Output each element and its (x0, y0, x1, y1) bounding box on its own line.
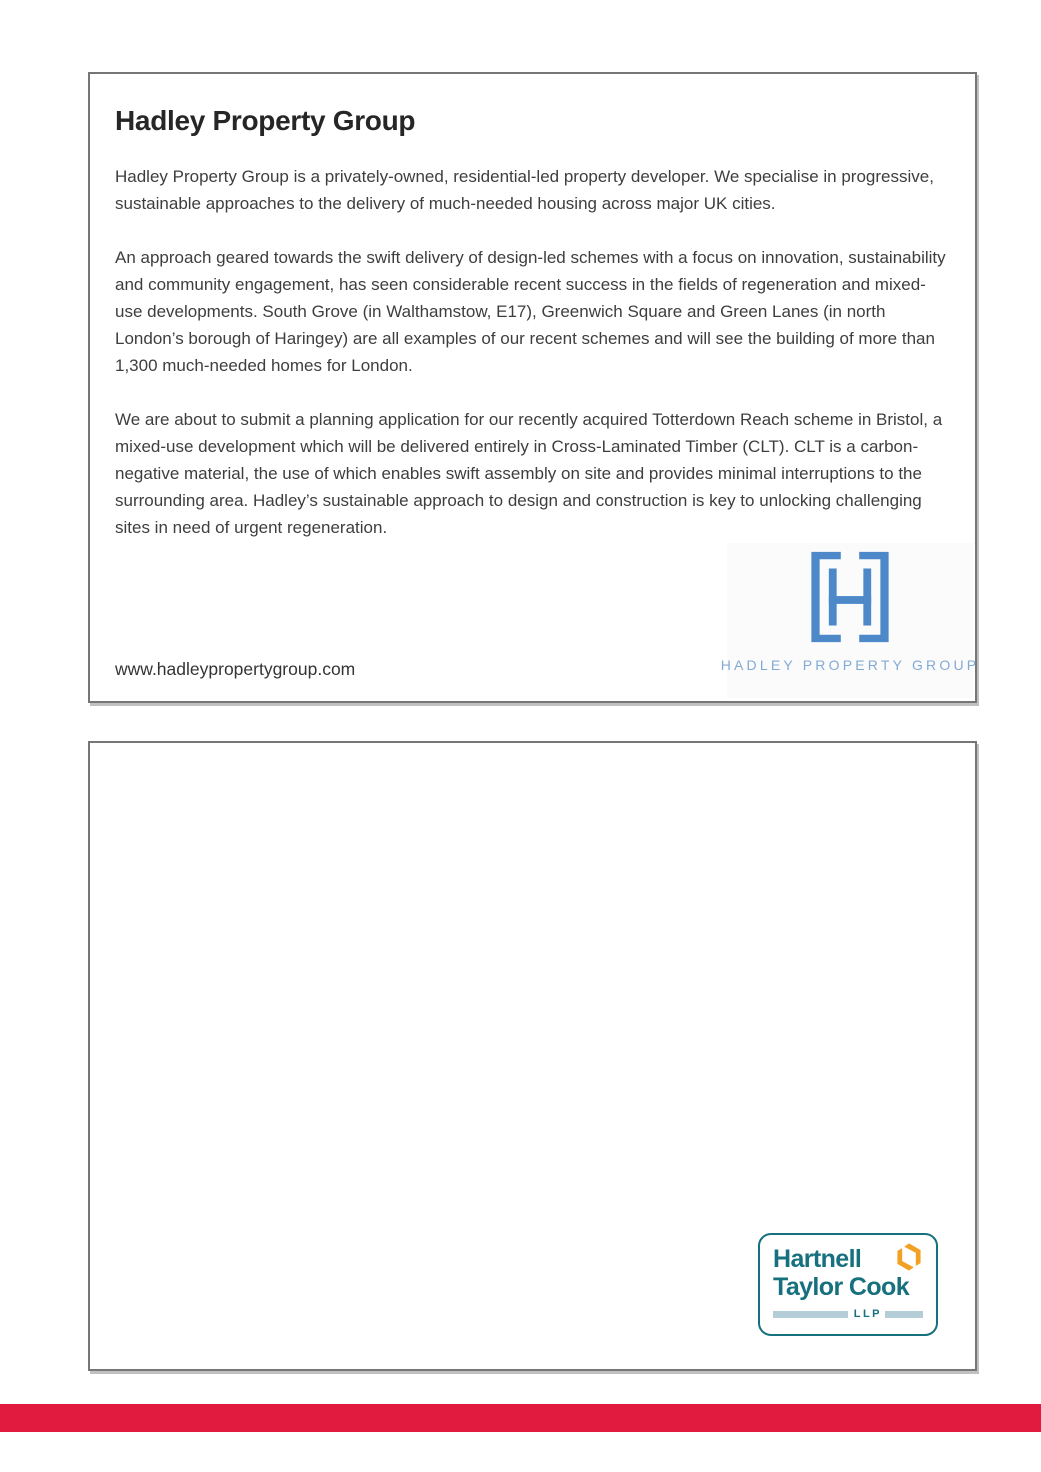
website-link[interactable]: www.hadleypropertygroup.com (115, 659, 356, 679)
hadley-paragraph-2: An approach geared towards the swift delivery of design-led schemes with a focus on innovation, sustainability and community engagement, has seen considerable recent success in the fields of regeneration and mixed-use developments. South Grove (in Walthamstow, E17), Greenwich Square and Green Lanes (in north London’s borough of Haringey) are all examples of our recent schemes and will see the building of more than 1,300 much-needed homes for London. (115, 248, 946, 375)
hadley-paragraph-1: Hadley Property Group is a privately-owned, residential-led property developer. We specialise in progressive, sustainable approaches to the delivery of much-needed housing across major UK cities. (115, 167, 934, 213)
htc-section (88, 741, 977, 1371)
page-title: Hadley Property Group (115, 105, 416, 136)
hadley-section (88, 72, 980, 703)
hadley-paragraph-3: We are about to submit a planning application for our recently acquired Totterdown Reach scheme in Bristol, a mixed-use development which will be delivered entirely in Cross-Laminated Timber (CLT). CLT is a carbon-negative material, the use of which enables swift assembly on site and provides minimal interruptions to the surrounding area. Hadley’s sustainable approach to design and construction is key to unlocking challenging sites in need of urgent regeneration. (115, 410, 943, 537)
hartnell-taylor-cook-logo (758, 1233, 938, 1336)
htc-name-line1: Hartnell (773, 1244, 862, 1273)
htc-hexagon-icon (895, 1242, 923, 1277)
llp-divider-bar-left (773, 1311, 848, 1318)
htc-name-line2: Taylor Cook (773, 1273, 910, 1301)
llp-divider-bar-right (885, 1311, 923, 1318)
hadley-logo-wordmark: HADLEY PROPERTY GROUP (720, 657, 980, 673)
footer-red-bar (0, 1404, 1041, 1432)
hadley-h-logo-icon (804, 548, 896, 646)
hadley-logo (720, 543, 980, 698)
llp-label: LLP (853, 1308, 882, 1320)
